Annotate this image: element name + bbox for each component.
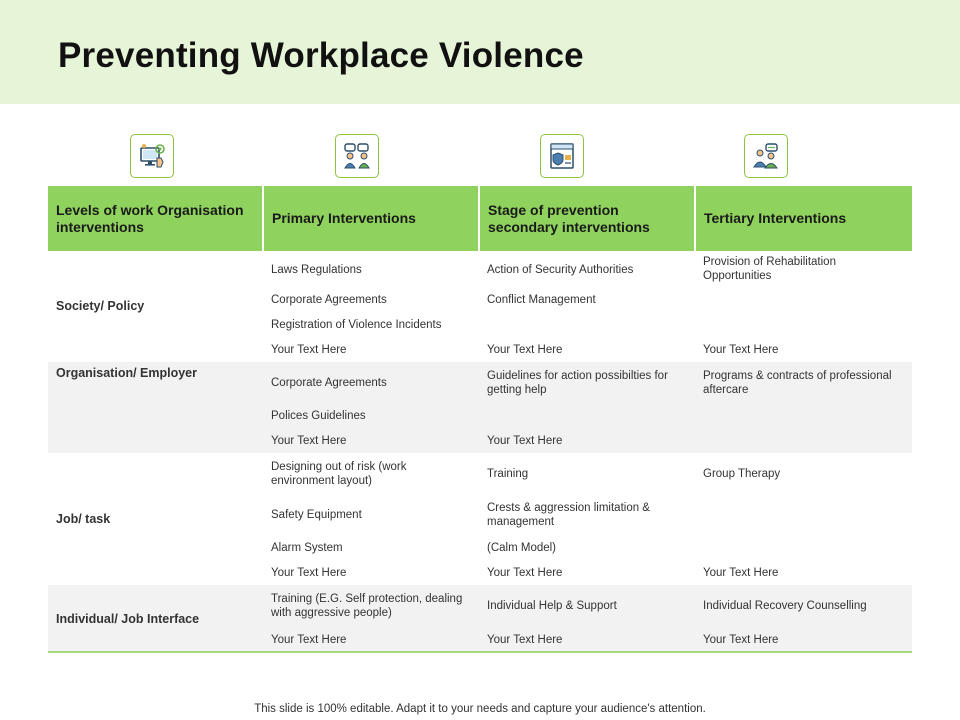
row-label-society: Society/ Policy — [56, 299, 145, 313]
header-levels: Levels of work Organisation interventions — [48, 186, 262, 251]
table-cell: Designing out of risk (work environment layout) — [271, 461, 407, 487]
table-bottom-rule — [48, 651, 912, 653]
row-label-job: Job/ task — [56, 512, 111, 526]
header-tertiary: Tertiary Interventions — [696, 186, 912, 251]
table-cell: Your Text Here — [703, 344, 779, 356]
header-primary: Primary Interventions — [264, 186, 478, 251]
page-title: Preventing Workplace Violence — [58, 36, 584, 75]
header-secondary: Stage of prevention secondary interventions — [480, 186, 694, 251]
table-cell: Training (E.G. Self protection, dealing with aggressive people) — [271, 593, 463, 619]
table-cell: (Calm Model) — [487, 542, 557, 554]
people-discussion-icon — [335, 134, 379, 178]
table-cell: Polices Guidelines — [271, 410, 366, 422]
table-cell: Corporate Agreements — [271, 294, 387, 306]
table-cell: Individual Help & Support — [487, 600, 617, 612]
table-cell: Your Text Here — [271, 634, 347, 646]
table-cell: Safety Equipment — [271, 509, 362, 521]
table-cell: Provision of Rehabilitation Opportunities — [703, 256, 836, 282]
computer-settings-icon — [130, 134, 174, 178]
table-cell: Laws Regulations — [271, 264, 362, 276]
table-cell: Crests & aggression limitation & management — [487, 502, 650, 528]
table-cell: Programs & contracts of professional aftercare — [703, 370, 892, 396]
table-cell: Your Text Here — [271, 435, 347, 447]
group-chat-icon — [744, 134, 788, 178]
table-cell: Conflict Management — [487, 294, 596, 306]
table-cell: Your Text Here — [487, 567, 563, 579]
table-cell: Registration of Violence Incidents — [271, 319, 442, 331]
table-cell: Corporate Agreements — [271, 377, 387, 389]
table-cell: Action of Security Authorities — [487, 264, 634, 276]
table-cell: Your Text Here — [703, 567, 779, 579]
table-cell: Your Text Here — [487, 435, 563, 447]
table-cell: Alarm System — [271, 542, 343, 554]
footer-note: This slide is 100% editable. Adapt it to your needs and capture your audience's attention. — [254, 703, 706, 715]
table-cell: Individual Recovery Counselling — [703, 600, 867, 612]
row-label-organisation: Organisation/ Employer — [56, 366, 198, 380]
table-cell: Group Therapy — [703, 468, 781, 480]
row-label-individual: Individual/ Job Interface — [56, 612, 200, 626]
security-document-icon — [540, 134, 584, 178]
table-cell: Your Text Here — [271, 344, 347, 356]
table-cell: Your Text Here — [703, 634, 779, 646]
table-cell: Your Text Here — [271, 567, 347, 579]
table-cell: Your Text Here — [487, 634, 563, 646]
table-cell: Guidelines for action possibilties for getting help — [487, 370, 668, 396]
table-cell: Training — [487, 468, 529, 480]
table-cell: Your Text Here — [487, 344, 563, 356]
